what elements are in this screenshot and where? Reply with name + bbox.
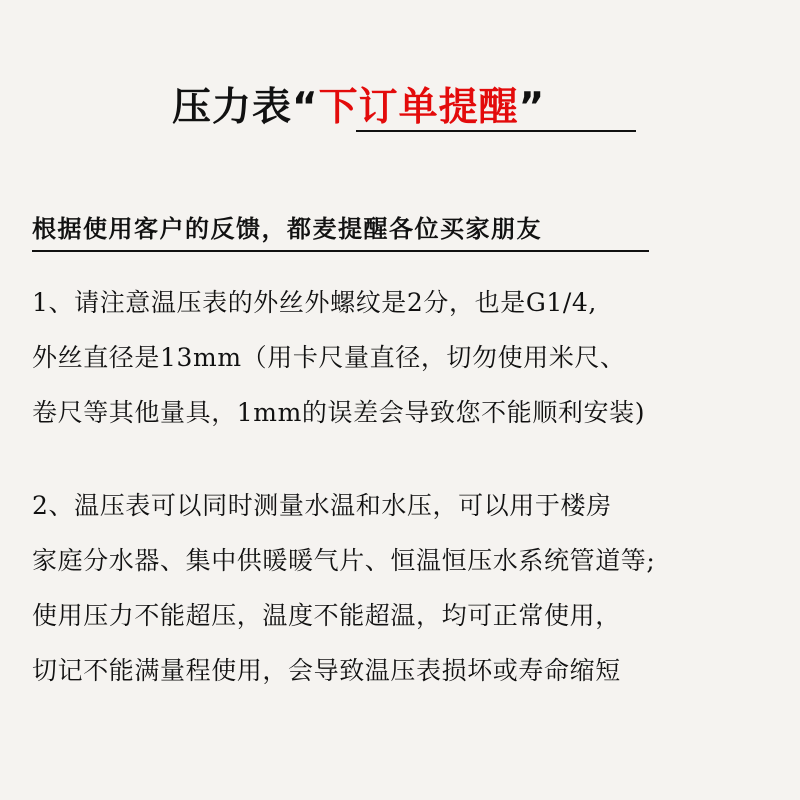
- paragraph-2-line-2: 家庭分水器、集中供暖暖气片、恒温恒压水系统管道等;: [32, 546, 656, 575]
- title-open-quote: “: [292, 85, 319, 130]
- paragraph-1: [32, 275, 645, 440]
- title-underline: [356, 130, 636, 132]
- title-close-quote: ”: [518, 85, 546, 130]
- page-title: [172, 80, 545, 132]
- paragraph-2-line-3: 使用压力不能超压，温度不能超温，均可正常使用，: [32, 601, 621, 630]
- title-main-text: 压力表: [172, 85, 293, 130]
- subheading-underline: [32, 250, 649, 252]
- paragraph-2-line-1: 2、温压表可以同时测量水温和水压，可以用于楼房: [32, 491, 612, 520]
- title-highlight-text: 下订单提醒: [318, 85, 519, 130]
- paragraph-1-line-2: 外丝直径是13mm（用卡尺量直径，切勿使用米尺、: [32, 343, 626, 372]
- paragraph-1-line-1: 1、请注意温压表的外丝外螺纹是2分，也是G1/4,: [32, 288, 597, 317]
- paragraph-2-line-4: 切记不能满量程使用，会导致温压表损坏或寿命缩短: [32, 656, 621, 685]
- paragraph-2: [32, 478, 655, 698]
- paragraph-1-line-3: 卷尺等其他量具，1mm的误差会导致您不能顺利安装): [32, 398, 646, 427]
- subheading: 根据使用客户的反馈，都麦提醒各位买家朋友: [32, 215, 542, 243]
